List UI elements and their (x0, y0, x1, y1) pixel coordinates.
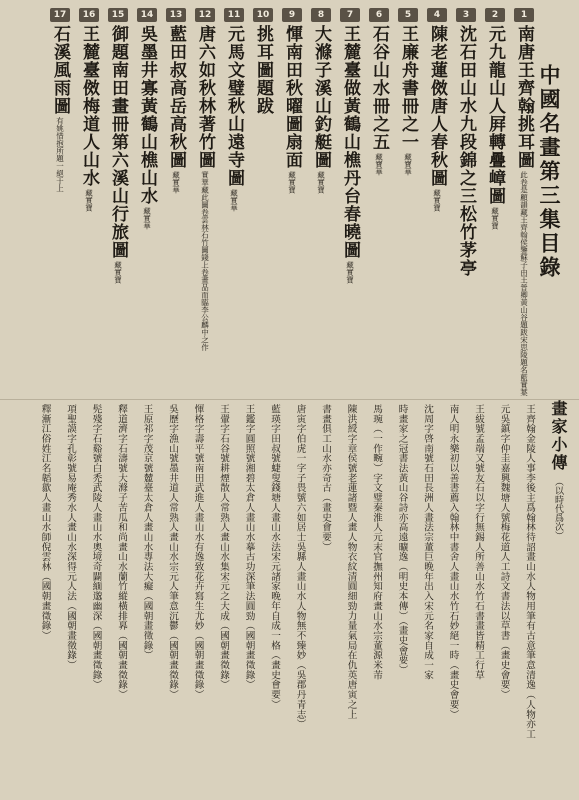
toc-entry (309, 8, 333, 194)
bio-column (316, 404, 335, 552)
bio-text: 王原祁字茂京號麓臺太倉人畫山水專法大癡（國朝畫徵錄） (141, 404, 153, 661)
bio-column (36, 404, 55, 640)
toc-entry-title: 挑耳圖題跋 (253, 25, 273, 115)
bio-column (495, 404, 514, 700)
bio-text: 陳洪綬字章侯號老蓮諸暨人畫人物衣紋清圓細勁力量氣局在仇英唐寅之上 (345, 404, 357, 720)
toc-entry-title: 元九龍山人屛轉疊嶂圖 (485, 25, 505, 205)
toc-entry (338, 8, 362, 284)
toc-entry-title: 石溪風雨圖 (50, 25, 70, 115)
bio-column (214, 404, 233, 690)
bio-text: 書畫俱工山水亦奇古（畫史會要） (320, 404, 331, 552)
toc-entry (193, 8, 217, 351)
toc-entry-note: 藏實華 (171, 171, 181, 194)
bio-text: 吳歷字漁山號墨井道人常熟人畫山水宗元人筆意沉鬱（國朝畫徵錄） (167, 404, 178, 700)
bio-column (87, 404, 106, 690)
bio-text: 惲格字壽平號南田武進人畫山水有逸致花卉寫生尤妙（國朝畫徵錄） (192, 404, 204, 700)
toc-entry-number: 14 (137, 8, 157, 22)
bio-text: 時畫家之冠書法黃山谷詩亦高遠曠逸（明史本傳）（畫史會要） (396, 404, 408, 675)
bio-column (342, 404, 361, 719)
toc-entry (454, 8, 478, 277)
toc-entry (280, 8, 304, 194)
toc-entry (164, 8, 188, 194)
toc-entry-note: 藏實寶 (316, 171, 326, 194)
bio-text: 王齊翰金陵人事李後主爲翰林待詔畫山水人物用筆有古意筆意清逸（人物亦工 (524, 404, 535, 739)
toc-entry-title: 陳老蓮傚唐人春秋圖 (427, 25, 447, 187)
toc-entry-number: 2 (485, 8, 505, 22)
toc-entry (106, 8, 130, 284)
toc-entry (251, 8, 275, 115)
bio-column (240, 404, 259, 690)
toc-entry-number: 13 (166, 8, 186, 22)
toc-entry-title: 王麓臺傚梅道人山水 (79, 25, 99, 187)
bio-heading (542, 400, 572, 540)
toc-entry-title: 惲南田秋曜圖扇面 (282, 25, 302, 169)
toc-entry (396, 8, 420, 176)
bio-text: 王紱號孟端又號友石以字行無錫人所善山水竹石書畫皆精工行草 (473, 404, 484, 680)
toc-entry-note: 藏寶華 (374, 153, 384, 176)
bio-text: 項聖謨字孔彰號易庵秀水人畫山水深得元人法（國朝畫徵錄） (65, 404, 76, 670)
bio-text: 髡殘字石谿號白禿武陵人畫山水奧境奇闢緬邈幽深（國朝畫徵錄） (90, 404, 102, 690)
toc-entry-title: 沈石田山水九段錦之三松竹茅亭 (456, 25, 476, 277)
bio-title: 畫家小傳 (549, 400, 568, 472)
bio-column (265, 404, 284, 709)
toc-entry (367, 8, 391, 176)
toc-entry-number: 10 (253, 8, 273, 22)
bio-text: 唐寅字伯虎一字子畏號六如居士吳縣人畫山水人物無不臻妙（吳郡丹青志） (294, 404, 306, 730)
toc-entry-number: 5 (398, 8, 418, 22)
bio-text: 王鑑字圓照號湘碧太倉人畫山水摹古功深筆法圓勁（國朝畫徵錄） (243, 404, 255, 690)
toc-entry-number: 11 (224, 8, 244, 22)
toc-entry-note: 藏實寶 (84, 189, 94, 212)
toc-entry (135, 8, 159, 230)
bio-column (418, 404, 437, 680)
toc-entry-title: 南唐王齊翰挑耳圖 (514, 25, 534, 169)
bio-column (393, 404, 412, 675)
toc-entry-number: 6 (369, 8, 389, 22)
bio-column (61, 404, 80, 670)
toc-entry-note: 藏實華 (142, 207, 152, 230)
toc-entry-number: 3 (456, 8, 476, 22)
toc-entry-number: 17 (50, 8, 70, 22)
toc-entry-note: 藏實寶 (432, 189, 442, 212)
toc-entry (222, 8, 246, 212)
toc-entry-title: 吳墨井寡黃鶴山樵山水 (137, 25, 157, 205)
bio-column (112, 404, 131, 700)
toc-entry-title: 藍田叔高岳高秋圖 (166, 25, 186, 169)
toc-entry-title: 元馬文璧秋山遠寺圖 (224, 25, 244, 187)
toc-entry (483, 8, 507, 230)
toc-entry-number: 4 (427, 8, 447, 22)
toc-entry-note: 有姚惜抱所題一絕于上 (55, 117, 65, 192)
toc-entry-number: 7 (340, 8, 360, 22)
bio-column (189, 404, 208, 700)
toc-entry-number: 1 (514, 8, 534, 22)
bio-text: 南人明永樂初以善書薦入翰林中書舍人畫山水竹石妙絕一時（畫史會要） (447, 404, 459, 720)
bio-text: 釋道濟字石濤號大滌子苦瓜和尚畫山水蘭竹縱橫排奡（國朝畫徵錄） (116, 404, 127, 700)
toc-entry-number: 16 (79, 8, 99, 22)
bio-text: 馬琬（一作畹）字文璧秦淮人元末官撫州知府畫山水宗董源米芾 (371, 404, 382, 680)
painter-biographies (0, 400, 579, 800)
toc-entry-note: 此卷是顧韻藏王齊翰侯鑒蘇子由王晉卿黃山谷題跋宋思陵題名藍實葉 (519, 171, 529, 396)
bio-column (138, 404, 157, 660)
toc-entry-number: 9 (282, 8, 302, 22)
toc-entry-title: 御題南田畫冊第六溪山行旅圖 (108, 25, 128, 259)
toc-entry-title: 王麓臺做黃鶴山樵丹台春曉圖 (340, 25, 360, 259)
toc-title: 中國名畫第三集目錄 (537, 64, 562, 280)
toc-entry (512, 8, 536, 396)
toc-entry-number: 12 (195, 8, 215, 22)
toc-entry-number: 8 (311, 8, 331, 22)
bio-column (163, 404, 182, 700)
toc-entry (48, 8, 72, 192)
toc-entry-note: 藏實寶 (345, 261, 355, 284)
bio-column (444, 404, 463, 719)
bio-column (520, 404, 539, 739)
toc-entry-note: 藏寶華 (403, 153, 413, 176)
bio-text: 王翬字石谷號耕煙散人常熟人畫山水集宋元之大成（國朝畫徵錄） (218, 404, 229, 690)
bio-column (469, 404, 488, 680)
toc-entry-title: 大滌子溪山釣艇圖 (311, 25, 331, 169)
bio-text: 沈周字啓南號石田長洲人畫法宗董巨晚年出入宋元名家自成一家 (422, 404, 433, 680)
toc-entry (425, 8, 449, 212)
toc-entry-title: 石谷山水冊之五 (369, 25, 389, 151)
toc-entry-note: 實華藏此圖卷雲林石竹圖錢上卷畫品而臨李公麟中之作 (200, 171, 210, 351)
toc-entry-note: 藏實寶 (490, 207, 500, 230)
bio-subtitle: （以時代爲次） (553, 477, 563, 541)
toc-entry-note: 藏實寶 (287, 171, 297, 194)
toc-entry-number: 15 (108, 8, 128, 22)
bio-text: 元吳鎮字仲圭嘉興魏塘人號梅花道人工詩文書法以草書（畫史會要） (498, 404, 510, 700)
toc-entry-title: 王廉舟書冊之一 (398, 25, 418, 151)
bio-text: 釋漸江俗姓江名韜歙人畫山水師倪雲林（國朝畫徵錄） (39, 404, 51, 641)
bio-column (367, 404, 386, 680)
toc-entry-note: 藏實寶 (113, 261, 123, 284)
toc-entry-note: 藏實華 (229, 189, 239, 212)
bio-column (291, 404, 310, 729)
toc-entry-title: 唐六如秋林著竹圖 (195, 25, 215, 169)
bio-text: 藍瑛字田叔號蜨叟錢塘人畫山水法宋元諸家晚年自成一格（畫史會要） (269, 404, 280, 710)
toc-entry (77, 8, 101, 212)
